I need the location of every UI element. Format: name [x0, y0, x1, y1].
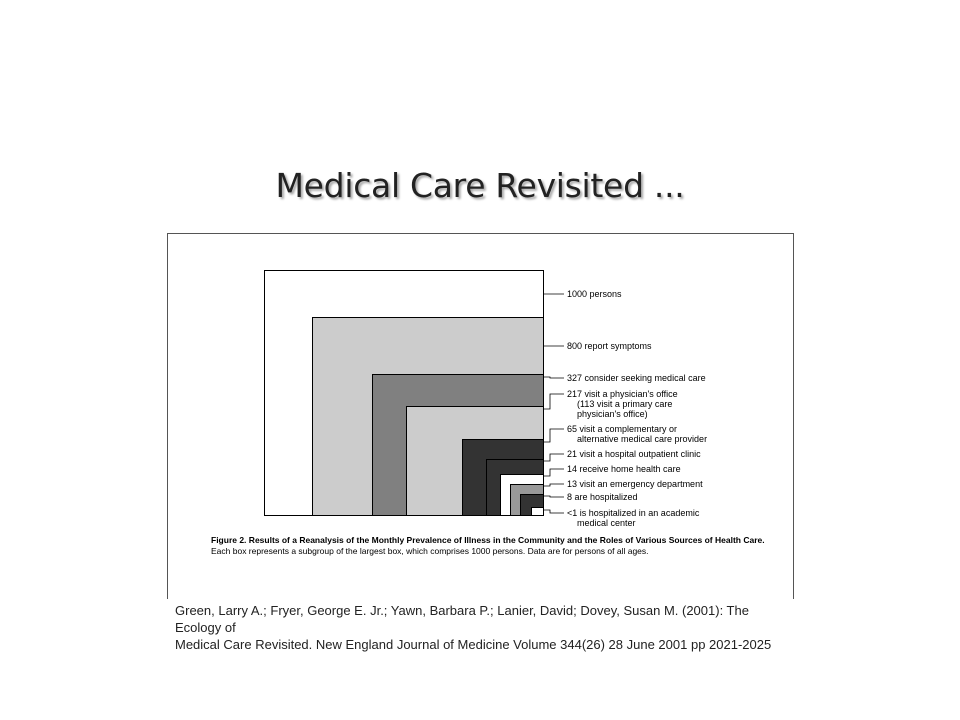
box-label-line: 21 visit a hospital outpatient clinic — [567, 449, 701, 459]
caption-note: Each box represents a subgroup of the largest box, which comprises 1000 persons. Data are for persons of all ages. — [211, 545, 649, 556]
box-label-line: physician's office) — [577, 409, 648, 419]
figure-caption — [211, 535, 791, 556]
box-label-line: 8 are hospitalized — [567, 492, 638, 502]
citation-line-1: Green, Larry A.; Fryer, George E. Jr.; Yawn, Barbara P.; Lanier, David; Dovey, Susan M. (2001): The Ecology of — [175, 603, 749, 635]
box-label — [567, 508, 699, 528]
caption-label: Figure 2. — [211, 535, 247, 545]
box-label-line: 217 visit a physician's office — [567, 389, 678, 399]
box-label-line: alternative medical care provider — [577, 434, 708, 444]
slide-title: Medical Care Revisited ... — [275, 166, 685, 205]
box-label-line: 800 report symptoms — [567, 341, 652, 351]
box-label-line: 13 visit an emergency department — [567, 479, 703, 489]
citation — [175, 602, 795, 653]
box-1 — [532, 508, 544, 516]
box-label-line: medical center — [577, 518, 636, 528]
box-label-line: (113 visit a primary care — [577, 399, 673, 409]
box-label — [567, 449, 701, 459]
box-label — [567, 464, 681, 474]
caption-title: Results of a Reanalysis of the Monthly Prevalence of Illness in the Community and the Roles of Various Sources of Health Care. — [246, 535, 765, 545]
box-label — [567, 373, 706, 383]
box-label — [567, 424, 707, 444]
box-label — [567, 479, 703, 489]
box-label-line: 65 visit a complementary or — [567, 424, 678, 434]
box-label-line: 327 consider seeking medical care — [567, 373, 706, 383]
box-label — [567, 389, 678, 419]
box-label-line: 1000 persons — [567, 289, 622, 299]
box-label — [567, 289, 622, 299]
box-label — [567, 341, 652, 351]
citation-line-2: Medical Care Revisited. New England Journal of Medicine Volume 344(26) 28 June 2001 pp 2021-2025 — [175, 637, 772, 652]
box-label — [567, 492, 638, 502]
box-label-line: 14 receive home health care — [567, 464, 681, 474]
nested-boxes-diagram — [264, 270, 544, 516]
box-label-line: <1 is hospitalized in an academic — [567, 508, 700, 518]
